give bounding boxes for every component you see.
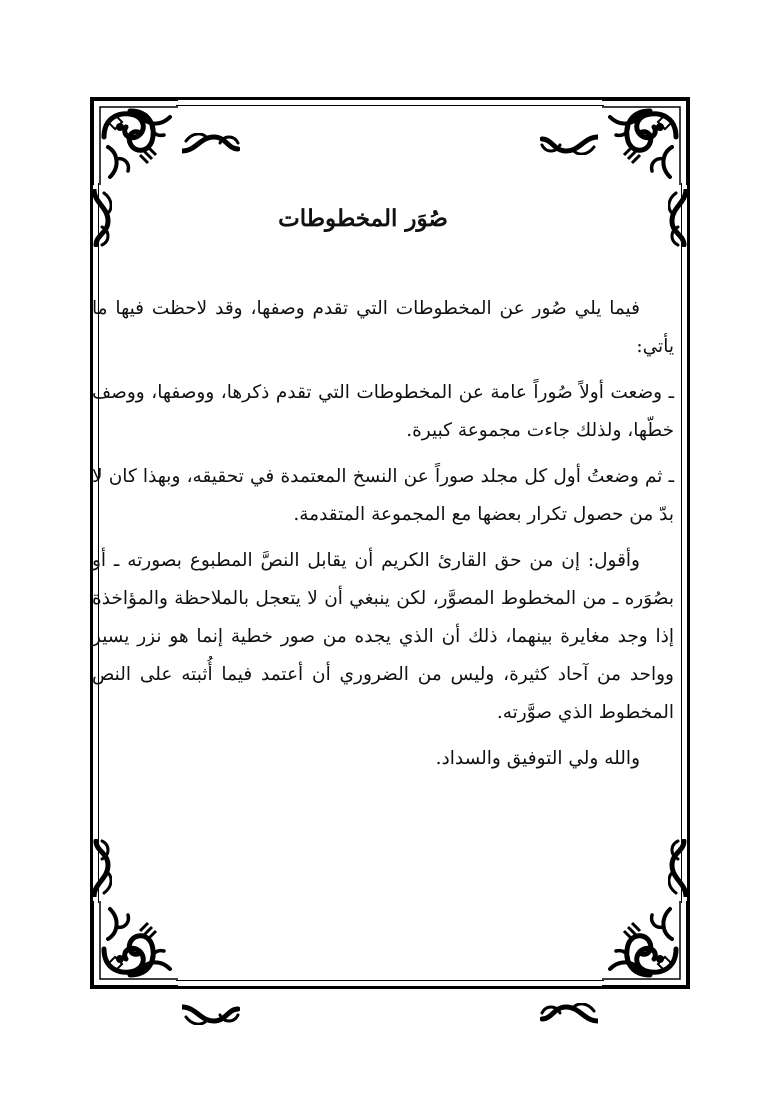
arabesque-side-icon [182,967,240,989]
note-general-images: ـ وضعت أولاً صُوراً عامة عن المخطوطات التي تقدم ذكرها، ووصفها، ووصف خطّها، ولذلك جاءت مجموعة كبيرة. [92,382,674,441]
arabesque-side-icon [540,967,598,989]
arabesque-side-icon [90,839,112,897]
arabesque-side-icon [668,839,690,897]
arabesque-corner-icon [600,97,690,187]
border-right [687,183,690,903]
arabesque-corner-icon [90,899,180,989]
page-content [92,205,674,786]
note-volume-images: ـ ثم وضعتُ أول كل مجلد صوراً عن النسخ المعتمدة في تحقيقه، وبهذا كان لا بدّ من حصول تكرار بعضها مع المجموعة المتقدمة. [92,466,674,525]
arabesque-corner-icon [90,97,180,187]
arabesque-side-icon [540,97,598,119]
arabesque-corner-icon [600,899,690,989]
intro-paragraph: فيما يلي صُور عن المخطوطات التي تقدم وصفها، وقد لاحظت فيها ما يأتي: [92,298,674,357]
reader-note-paragraph: وأقول: إن من حق القارئ الكريم أن يقابل النصَّ المطبوع بصورته ـ أو بصُوَره ـ من المخطوط المصوَّر، لكن ينبغي أن لا يتعجل بالملاحظة والمؤاخذة إذا وجد مغايرة بينهما، ذلك أن الذي يجده من صور خطية إنما هو نزر يسير وواحد من آحاد كثيرة، وليس من الضروري أن أعتمد فيما أُثبته على النص المخطوط الذي صوَّرته. [92,550,674,723]
closing-line: والله ولي التوفيق والسداد. [435,748,640,769]
page-title: صُوَر المخطوطات [278,205,448,232]
arabesque-side-icon [182,97,240,119]
border-right-inner [681,183,682,903]
